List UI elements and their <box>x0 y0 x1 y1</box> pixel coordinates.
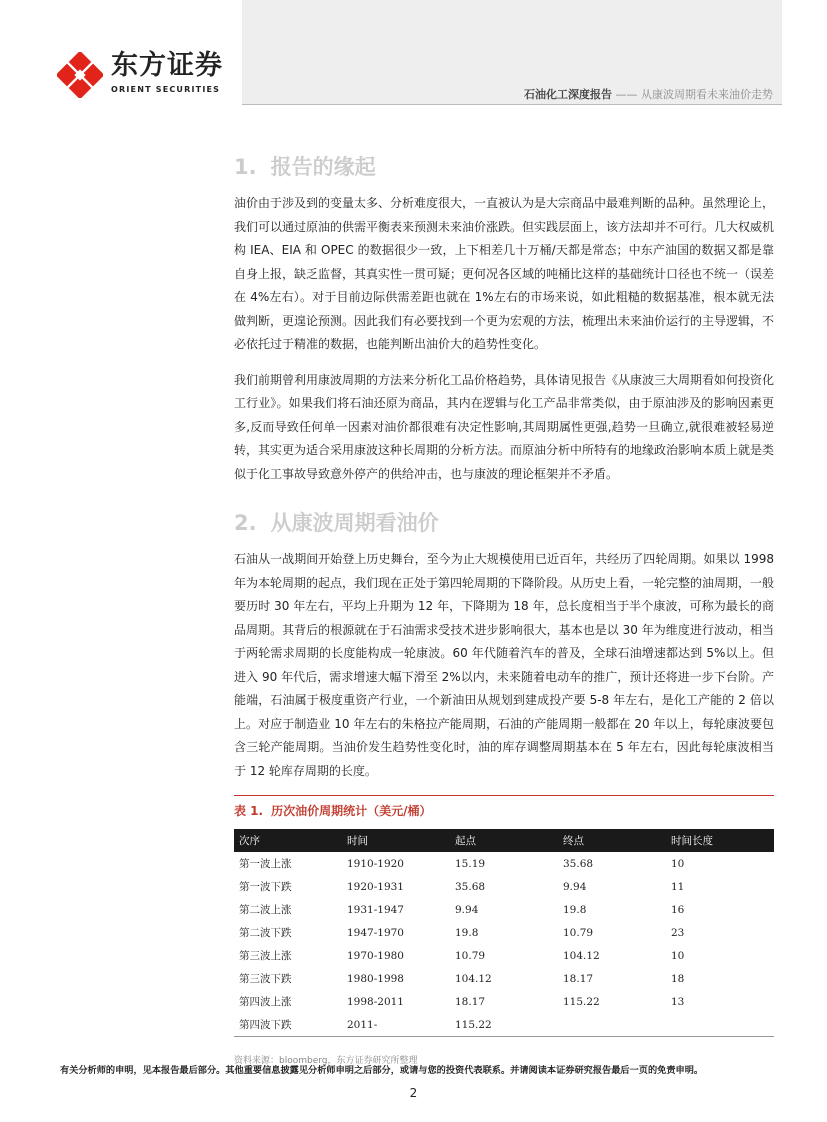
report-header <box>524 86 773 102</box>
section-2-title: 从康波周期看油价 <box>270 511 439 535</box>
table-header-row <box>234 829 774 852</box>
table-cell: 11 <box>671 880 685 893</box>
table-row <box>234 944 774 967</box>
section-1-number: 1. <box>234 155 257 179</box>
table-cell: 第四波下跌 <box>234 1013 342 1037</box>
table-cell: 115.22 <box>450 1013 558 1037</box>
table-cell: 16 <box>671 903 685 916</box>
table-cell: 1970-1980 <box>347 949 404 962</box>
table-cell <box>558 1013 666 1037</box>
report-title: 石油化工深度报告 <box>524 88 612 101</box>
table-cell: 115.22 <box>563 995 600 1008</box>
table-cell: 1910-1920 <box>347 857 404 870</box>
logo-english-name: ORIENT SECURITIES <box>111 85 221 94</box>
table-header-cell: 次序 <box>234 829 342 852</box>
table-cell: 10 <box>671 949 685 962</box>
table-header-cell: 终点 <box>558 829 666 852</box>
orient-logo-icon <box>57 52 103 98</box>
section-2-paragraph-1: 石油从一战期间开始登上历史舞台，至今为止大规模使用已近百年，共经历了四轮周期。如果以 1998 年为本轮周期的起点，我们现在正处于第四轮周期的下降阶段。从历史上看，一轮完整的油周期，一般要历时 30 年左右，平均上升期为 12 年，下降期为 18 年，总长度相当于半个康波，可称为最长的商品周期。其背后的根源就在于石油需求受技术进步影响很大，基本也是以 30 年为维度进行波动，相当于两轮需求周期的长度能构成一轮康波。60 年代随着汽车的普及，全球石油增速都达到 5%以上。但进入 90 年代后，需求增速大幅下滑至 2%以内，未来随着电动车的推广，预计还将进一步下台阶。产能端，石油属于极度重资产行业，一个新油田从规划到建成投产要 5-8 年左右，是化工产能的 2 倍以上。对应于制造业 10 年左右的朱格拉产能周期，石油的产能周期一般都在 20 年以上，每轮康波要包含三轮产能周期。当油价发生趋势性变化时，油的库存调整周期基本在 5 年左右，因此每轮康波相当于 12 轮库存周期的长度。 <box>234 552 775 778</box>
table-row <box>234 1013 774 1037</box>
section-2-heading <box>234 508 774 538</box>
table-cell: 2011- <box>342 1013 450 1037</box>
section-1-paragraph-1: 油价由于涉及到的变量太多、分析难度很大，一直被认为是大宗商品中最难判断的品种。虽然理论上，我们可以通过原油的供需平衡表来预测未来油价涨跌。但实践层面上，该方法却并不可行。几大权威机构 IEA、EIA 和 OPEC 的数据很少一致，上下相差几十万桶/天都是常态；中东产油国的数据又都是靠自身上报，缺乏监督，其真实性一贯可疑；更何况各区域的吨桶比这样的基础统计口径也不统一（误差在 4%左右）。对于目前边际供需差距也就在 1%左右的市场来说，如此粗糙的数据基准，根本就无法做判断，更遑论预测。因此我们有必要找到一个更为宏观的方法，梳理出未来油价运行的主导逻辑，不必依托过于精准的数据，也能判断出油价大的趋势性变化。 <box>234 196 775 351</box>
table-cell: 9.94 <box>563 880 587 893</box>
section-2-number: 2. <box>234 511 257 535</box>
table-cell: 15.19 <box>455 857 486 870</box>
section-1-heading <box>234 152 774 182</box>
table-cell: 9.94 <box>455 903 479 916</box>
table-caption-label: 表 1. <box>234 804 264 818</box>
table-header-cell: 起点 <box>450 829 558 852</box>
table-cell: 1920-1931 <box>347 880 404 893</box>
table-cell: 104.12 <box>563 949 600 962</box>
logo-chinese-name: 东方证券 <box>111 50 223 81</box>
table-cell: 10 <box>671 857 685 870</box>
table-row <box>234 990 774 1013</box>
table-cell: 13 <box>671 995 685 1008</box>
table-cell: 1980-1998 <box>347 972 404 985</box>
table-cell: 10.79 <box>563 926 594 939</box>
table-cell: 10.79 <box>455 949 486 962</box>
table-caption-title: 历次油价周期统计（美元/桶） <box>271 804 432 818</box>
oil-cycle-table <box>234 829 774 1037</box>
header-dash: —— <box>615 88 638 101</box>
table-source: 资料来源：bloomberg，东方证券研究所整理 <box>234 1056 418 1066</box>
table-cell: 104.12 <box>455 972 492 985</box>
table-cell: 第四波上涨 <box>239 996 292 1008</box>
table-cell: 第二波下跌 <box>239 927 292 939</box>
table-caption <box>234 795 774 819</box>
table-cell: 1931-1947 <box>347 903 404 916</box>
header-divider <box>242 104 782 105</box>
table-header-cell: 时间 <box>342 829 450 852</box>
table-cell: 23 <box>671 926 685 939</box>
table-cell: 35.68 <box>455 880 486 893</box>
table-cell: 第三波下跌 <box>239 973 292 985</box>
table-row <box>234 921 774 944</box>
table-row <box>234 967 774 990</box>
table-cell: 18.17 <box>563 972 594 985</box>
table-cell: 1998-2011 <box>347 995 404 1008</box>
table-cell <box>666 1013 774 1037</box>
report-subtitle: 从康波周期看未来油价走势 <box>641 88 773 101</box>
table-cell: 第二波上涨 <box>239 904 292 916</box>
table-cell: 35.68 <box>563 857 594 870</box>
table-cell: 第一波上涨 <box>239 858 292 870</box>
section-1-title: 报告的缘起 <box>270 155 376 179</box>
section-1-paragraph-2: 我们前期曾利用康波周期的方法来分析化工品价格趋势，具体请见报告《从康波三大周期看如何投资化工行业》。如果我们将石油还原为商品，其内在逻辑与化工产品非常类似，由于原油涉及的影响因素更多,反而导致任何单一因素对油价都很难有决定性影响,其周期属性更强,趋势一旦确立,就很难被轻易逆转，其实更为适合采用康波这种长周期的分析方法。而原油分析中所特有的地缘政治影响本质上就是类似于化工事故导致意外停产的供给冲击，也与康波的理论框架并不矛盾。 <box>234 372 775 481</box>
table-row <box>234 875 774 898</box>
page-number: 2 <box>409 1086 418 1100</box>
table-cell: 19.8 <box>455 926 479 939</box>
table-cell: 18.17 <box>455 995 486 1008</box>
table-row <box>234 852 774 875</box>
main-content <box>234 130 774 1066</box>
table-cell: 19.8 <box>563 903 587 916</box>
footer-disclaimer: 有关分析师的申明，见本报告最后部分。其他重要信息披露见分析师申明之后部分，或请与您的投资代表联系。并请阅读本证券研究报告最后一页的免责申明。 <box>60 1065 704 1076</box>
table-header-cell: 时间长度 <box>666 829 774 852</box>
table-row <box>234 898 774 921</box>
table-cell: 第三波上涨 <box>239 950 292 962</box>
table-cell: 第一波下跌 <box>239 881 292 893</box>
table-cell: 18 <box>671 972 685 985</box>
table-cell: 1947-1970 <box>347 926 404 939</box>
